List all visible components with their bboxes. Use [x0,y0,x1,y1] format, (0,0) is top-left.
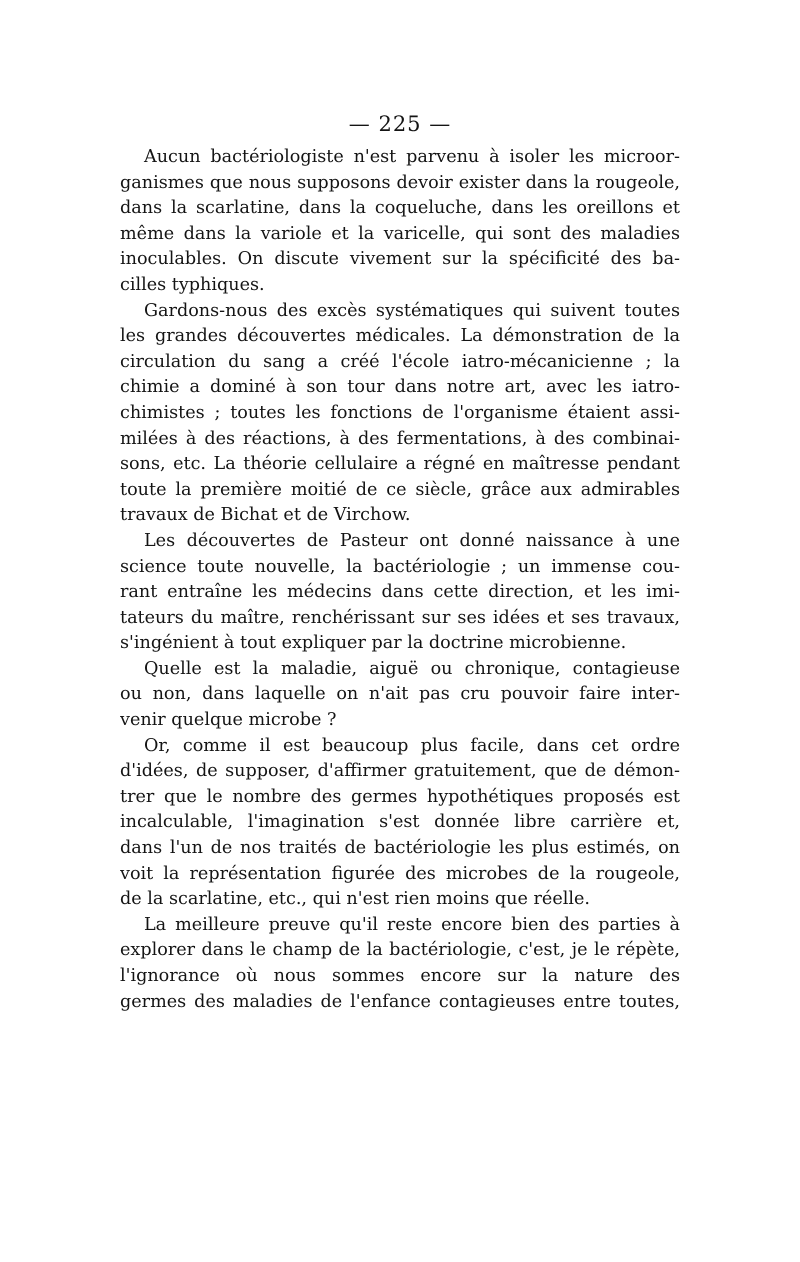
text-line: travaux de Bichat et de Virchow. [120,505,411,526]
text-line: dans l'un de nos traités de bactériologie les plus estimés, on [120,838,680,859]
paragraph [120,734,680,913]
text-line: chimie a dominé à son tour dans notre art, avec les iatro- [120,377,680,398]
text-line: Quelle est la maladie, aiguë ou chronique, contagieuse [144,658,680,679]
text-line: d'idées, de supposer, d'affirmer gratuitement, que de démon- [120,761,680,782]
paragraph [120,299,680,529]
text-line: sons, etc. La théorie cellulaire a régné en maîtresse pendant [120,454,680,475]
text-line: même dans la variole et la varicelle, qui sont des maladies [120,223,680,244]
text-line: trer que le nombre des germes hypothétiques proposés est [120,786,680,807]
text-line: explorer dans le champ de la bactériologie, c'est, je le répète, [120,940,680,961]
text-line: circulation du sang a créé l'école iatro-mécanicienne ; la [120,351,680,372]
text-line: Les découvertes de Pasteur ont donné naissance à une [144,530,680,551]
text-line: les grandes découvertes médicales. La démonstration de la [120,326,680,347]
text-line: science toute nouvelle, la bactériologie ; un immense cou- [120,556,680,577]
text-line: Gardons-nous des excès systématiques qui suivent toutes [144,300,680,321]
text-line: La meilleure preuve qu'il reste encore bien des parties à [144,914,680,935]
page-number: — 225 — [348,112,452,136]
text-line: milées à des réactions, à des fermentations, à des combinai- [120,428,680,449]
body-text [120,145,680,1015]
paragraph [120,145,680,299]
text-line: Aucun bactériologiste n'est parvenu à isoler les microor- [144,147,680,167]
text-line: voit la représentation figurée des microbes de la rougeole, [120,863,680,884]
text-line: germes des maladies de l'enfance contagieuses entre toutes, [120,991,680,1012]
text-line: chimistes ; toutes les fonctions de l'organisme étaient assi- [120,402,680,423]
text-line: rant entraîne les médecins dans cette direction, et les imi- [120,582,680,603]
paragraph [120,529,680,657]
text-line: s'ingénient à tout expliquer par la doctrine microbienne. [120,633,627,654]
paragraph [120,913,680,1015]
text-line: ganismes que nous supposons devoir exister dans la rougeole, [120,172,680,193]
text-line: inoculables. On discute vivement sur la spécificité des ba- [120,249,680,270]
text-line: l'ignorance où nous sommes encore sur la nature des [120,966,680,986]
text-line: venir quelque microbe ? [120,710,337,731]
text-line: toute la première moitié de ce siècle, grâce aux admirables [120,479,680,500]
text-line: dans la scarlatine, dans la coqueluche, dans les oreillons et [120,198,680,219]
text-line: de la scarlatine, etc., qui n'est rien moins que réelle. [120,889,591,910]
text-line: cilles typhiques. [120,274,265,295]
text-line: ou non, dans laquelle on n'ait pas cru pouvoir faire inter- [120,684,680,705]
text-line: tateurs du maître, renchérissant sur ses idées et ses travaux, [120,607,680,628]
text-line: incalculable, l'imagination s'est donnée libre carrière et, [120,812,680,833]
paragraph [120,657,680,734]
text-line: Or, comme il est beaucoup plus facile, dans cet ordre [144,735,680,756]
